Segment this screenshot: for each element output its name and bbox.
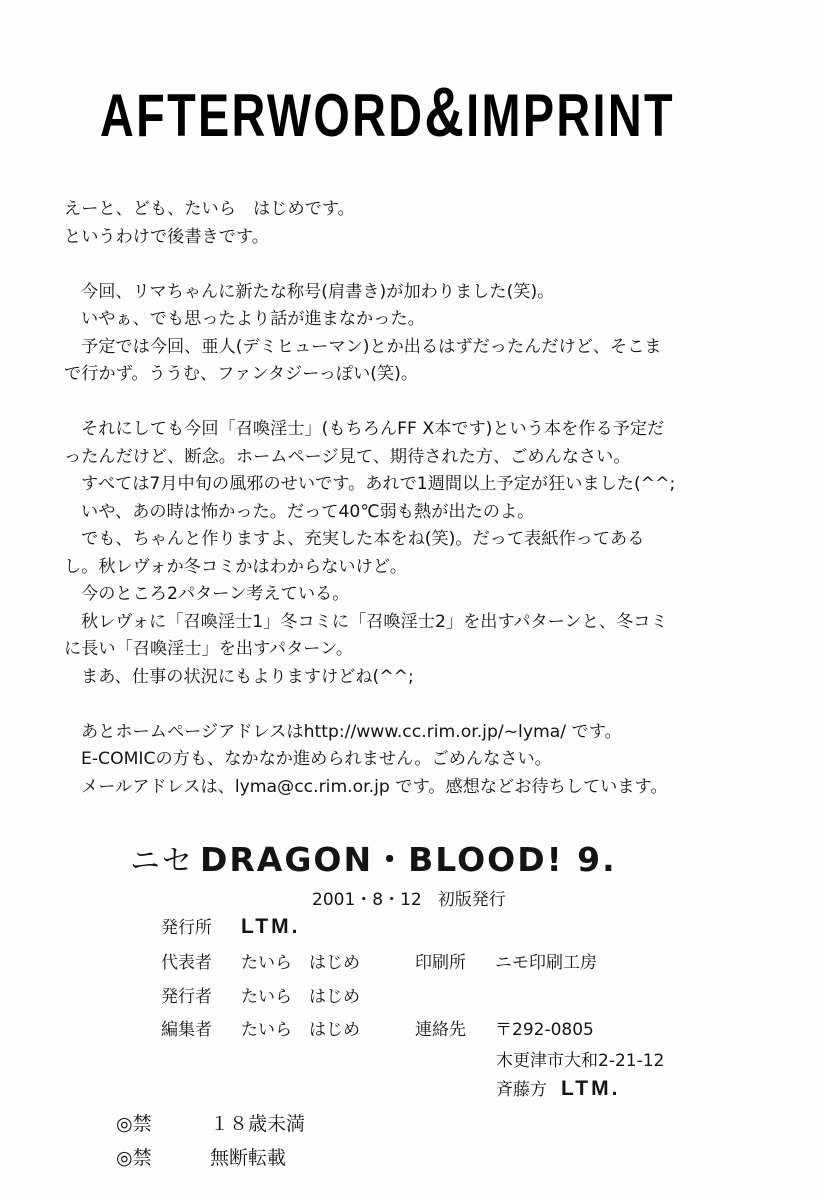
- homepage-line: あとホームページアドレスはhttp://www.cc.rim.or.jp/~lyma/ です。: [81, 721, 622, 742]
- book-title: [130, 834, 730, 881]
- editor-label: 編集者: [161, 1020, 212, 1040]
- afterword-line: すべては7月中旬の風邪のせいです。あれで1週間以上予定が狂いました(^^;: [81, 474, 676, 494]
- afterword-line: E-COMICの方も、なかなか進められません。ごめんなさい。: [81, 749, 552, 769]
- editor-row: [161, 1015, 594, 1040]
- representative-value: たいら はじめ: [241, 953, 360, 973]
- issuer-label: 発行者: [161, 987, 212, 1007]
- afterword-line: いや、あの時は怖かった。だって40℃弱も熱が出たのよ。: [81, 501, 535, 522]
- heading-imprint: IMPRINT: [466, 82, 675, 149]
- title-prefix: ニセ: [130, 844, 194, 879]
- page-heading: [100, 72, 675, 152]
- heading-ampersand: &: [424, 73, 467, 151]
- prohibition-mark: ◎禁: [116, 1147, 152, 1169]
- issuer-value: たいら はじめ: [241, 987, 360, 1007]
- afterword-line: で行かず。ううむ、ファンタジーっぽい(笑)。: [64, 364, 419, 384]
- edition-label: 初版発行: [437, 890, 506, 910]
- afterword-line: 今回、リマちゃんに新たな称号(肩書き)が加わりました(笑)。: [81, 281, 555, 302]
- representative-label: 代表者: [161, 953, 212, 973]
- title-text: DRAGON・BLOOD! 9.: [200, 840, 617, 879]
- heading-afterword: AFTERWORD: [100, 82, 425, 149]
- representative-row: [161, 948, 597, 973]
- afterword-line: まあ、仕事の状況にもよりますけどね(^^;: [81, 666, 414, 687]
- afterword-line: でも、ちゃんと作りますよ、充実した本をね(笑)。だって表紙作ってある: [81, 529, 645, 549]
- afterword-line: えーと、ども、たいら はじめです。: [64, 199, 355, 219]
- notice-text: 無断転載: [210, 1147, 287, 1169]
- afterword-line: し。秋レヴォか冬コミかはわからないけど。: [64, 556, 408, 577]
- email-line: メールアドレスは、lyma@cc.rim.or.jp です。感想などお待ちしています。: [81, 776, 668, 797]
- care-of-name: LTM.: [561, 1077, 621, 1100]
- afterword-line: いやぁ、でも思ったより話が進まなかった。: [81, 309, 425, 329]
- postal-code: 〒292-0805: [495, 1020, 594, 1040]
- afterword-line: 今のところ2パターン考えている。: [81, 584, 350, 604]
- publisher-value: LTM.: [241, 915, 301, 938]
- afterword-line: 予定では今回、亜人(デミヒューマン)とか出るはずだったんだけど、そこま: [81, 336, 662, 357]
- afterword-text: [64, 196, 764, 801]
- notice-row: [116, 1143, 286, 1170]
- publisher-row: [161, 913, 300, 939]
- afterword-line: 秋レヴォに「召喚淫士1」冬コミに「召喚淫士2」を出すパターンと、冬コミ: [81, 611, 668, 632]
- prohibition-mark: ◎禁: [116, 1113, 152, 1135]
- address-row: [496, 1046, 664, 1071]
- publisher-label: 発行所: [161, 918, 212, 938]
- afterword-line: というわけで後書きです。: [64, 226, 269, 247]
- notice-row: [116, 1109, 305, 1136]
- afterword-line: それにしても今回「召喚淫士」(もちろんFF X本です)という本を作る予定だ: [81, 419, 665, 439]
- notice-text: １８歳未満: [210, 1113, 306, 1135]
- editor-value: たいら はじめ: [241, 1020, 360, 1040]
- publication-date: [312, 885, 506, 910]
- care-of-row: [496, 1075, 620, 1101]
- printer-value: ニモ印刷工房: [495, 953, 597, 973]
- printer-label: 印刷所: [415, 953, 466, 973]
- issuer-row: [161, 982, 360, 1007]
- contact-label: 連絡先: [415, 1020, 466, 1040]
- care-of-label: 斉藤方: [496, 1080, 547, 1100]
- address-value: 木更津市大和2-21-12: [496, 1051, 665, 1071]
- afterword-line: ったんだけど、断念。ホームページ見て、期待された方、ごめんなさい。: [64, 446, 631, 467]
- date-value: 2001・8・12: [312, 890, 422, 910]
- afterword-line: に長い「召喚淫士」を出すパターン。: [64, 639, 354, 659]
